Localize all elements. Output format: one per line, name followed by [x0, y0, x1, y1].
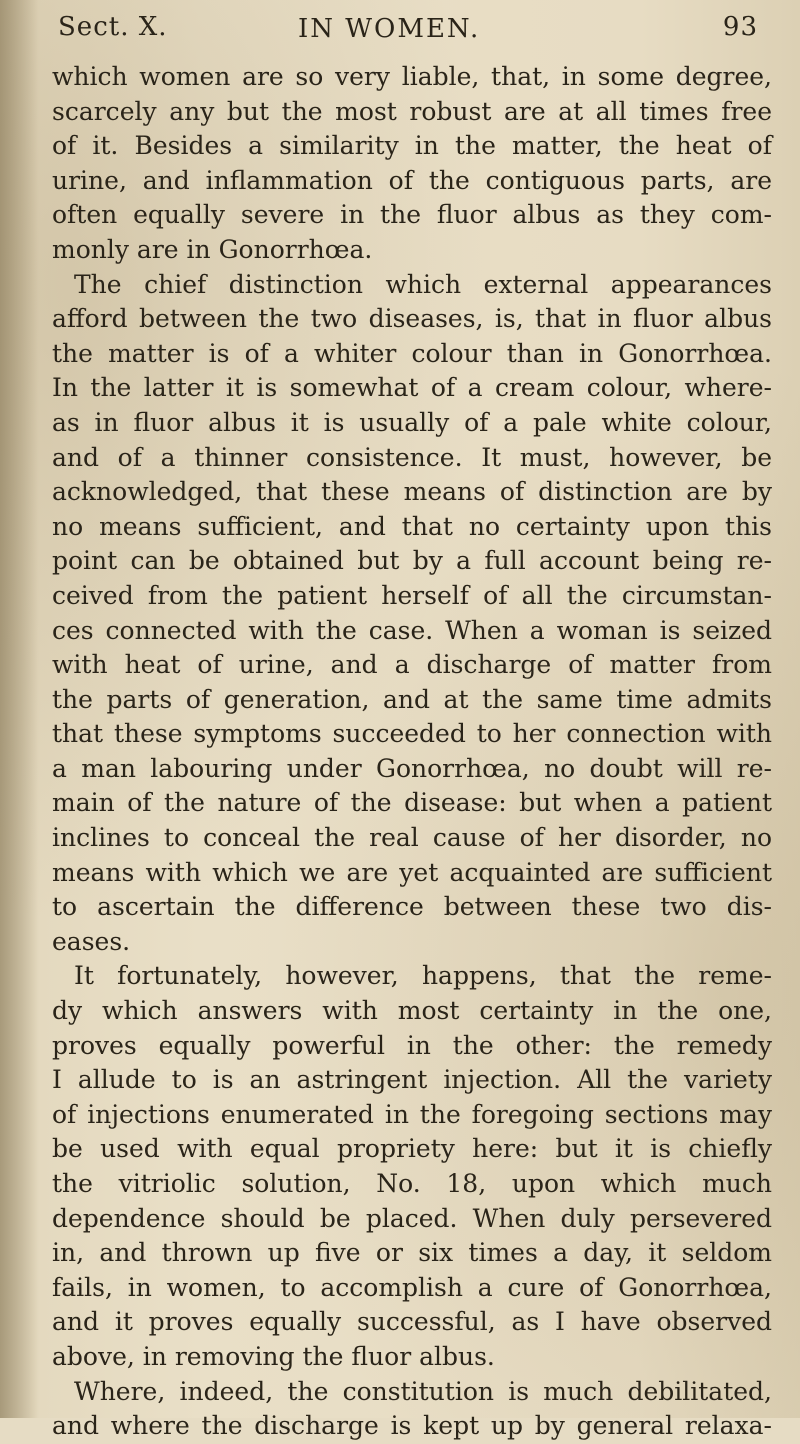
- page-gutter-shadow: [0, 0, 38, 1418]
- text-line: and it proves equally successful, as I have observed: [52, 1307, 772, 1337]
- text-line: dependence should be placed. When duly persevered: [52, 1203, 772, 1233]
- text-line: a man labouring under Gonorrhœa, no doubt will re-: [52, 753, 772, 783]
- text-line: dy which answers with most certainty in the one,: [52, 996, 772, 1026]
- text-line: acknowledged, that these means of distinction are by: [52, 477, 772, 507]
- text-line: to ascertain the difference between these two dis-: [52, 892, 772, 922]
- text-line: The chief distinction which external appearances: [74, 269, 772, 299]
- text-line: and of a thinner consistence. It must, however, be: [52, 442, 772, 472]
- text-line: fails, in women, to accomplish a cure of Gonorrhœa,: [52, 1272, 772, 1302]
- text-line: of injections enumerated in the foregoing sections may: [52, 1099, 772, 1129]
- text-line: ceived from the patient herself of all the circumstan-: [52, 580, 772, 610]
- text-line: main of the nature of the disease: but when a patient: [52, 788, 772, 818]
- text-line: be used with equal propriety here: but it is chiefly: [52, 1134, 772, 1164]
- text-line: proves equally powerful in the other: the remedy: [52, 1030, 772, 1060]
- text-line: no means sufficient, and that no certainty upon this: [52, 511, 772, 541]
- text-line: the matter is of a whiter colour than in Gonorrhœa.: [52, 338, 772, 368]
- text-line: It fortunately, however, happens, that the reme-: [74, 961, 772, 991]
- text-line: the parts of generation, and at the same time admits: [52, 684, 772, 714]
- text-line: scarcely any but the most robust are at all times free: [52, 96, 772, 126]
- text-line: above, in removing the fluor albus.: [52, 1341, 495, 1371]
- text-line: point can be obtained but by a full account being re-: [52, 546, 772, 576]
- page-number: 93: [722, 12, 758, 42]
- text-line: of it. Besides a similarity in the matter, the heat of: [52, 131, 772, 161]
- text-line: eases.: [52, 926, 131, 956]
- text-line: that these symptoms succeeded to her connection with: [52, 719, 772, 749]
- text-line: ces connected with the case. When a woman is seized: [52, 615, 772, 645]
- text-line: In the latter it is somewhat of a cream colour, where-: [52, 373, 772, 403]
- running-header: [58, 12, 758, 52]
- text-line: means with which we are yet acquainted are sufficient: [52, 857, 772, 887]
- text-line: with heat of urine, and a discharge of matter from: [52, 650, 772, 680]
- running-title: IN WOMEN.: [298, 14, 481, 44]
- text-line: monly are in Gonorrhœa.: [52, 234, 373, 264]
- text-line: Where, indeed, the constitution is much debilitated,: [74, 1376, 772, 1406]
- text-line: urine, and inflammation of the contiguous parts, are: [52, 165, 772, 195]
- text-line: often equally severe in the fluor albus as they com-: [52, 200, 772, 230]
- text-line: as in fluor albus it is usually of a pale white colour,: [52, 407, 772, 437]
- text-line: afford between the two diseases, is, that in fluor albus: [52, 304, 772, 334]
- text-line: in, and thrown up five or six times a day, it seldom: [52, 1238, 772, 1268]
- text-line: inclines to conceal the real cause of her disorder, no: [52, 823, 772, 853]
- text-line: which women are so very liable, that, in some degree,: [52, 62, 772, 91]
- text-line: and where the discharge is kept up by general relaxa-: [52, 1411, 772, 1441]
- text-line: the vitriolic solution, No. 18, upon which much: [52, 1169, 772, 1198]
- text-line: I allude to is an astringent injection. All the variety: [52, 1065, 772, 1095]
- body-text: [52, 60, 772, 1444]
- section-label: Sect. X.: [58, 12, 168, 42]
